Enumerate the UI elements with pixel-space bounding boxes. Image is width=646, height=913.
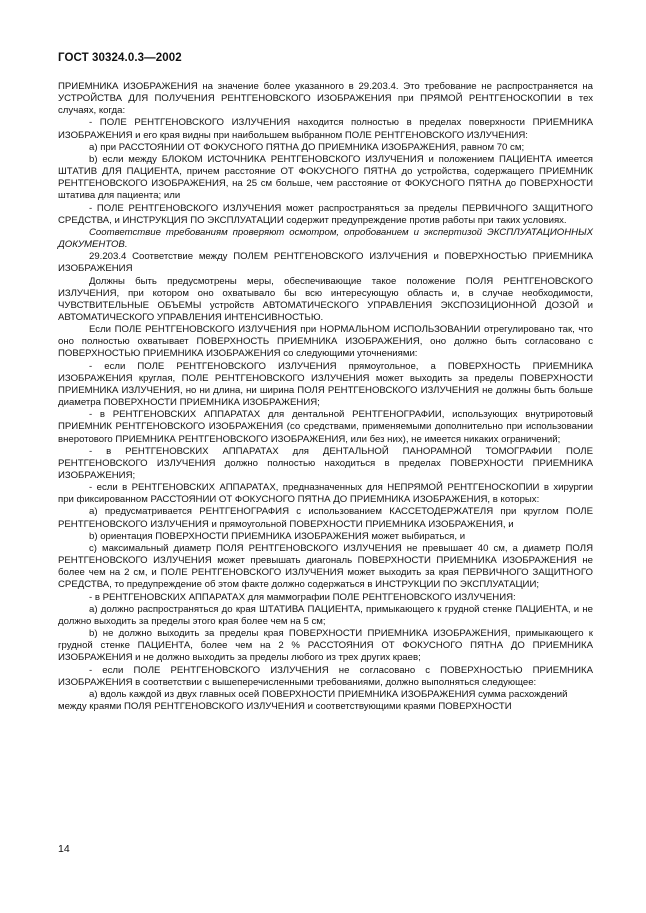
paragraph: Если ПОЛЕ РЕНТГЕНОВСКОГО ИЗЛУЧЕНИЯ при НОРМАЛЬНОМ ИСПОЛЬЗОВАНИИ отрегулировано так, что оно полностью охватывает ПОВЕРХНОСТЬ ПРИЕМНИКА ИЗОБРАЖЕНИЯ, оно должно быть согласовано с ПОВЕРХНОСТЬЮ ПРИЕМНИКА ИЗОБРАЖЕНИЯ со следующими уточнениями: bbox=[58, 324, 593, 360]
list-item: - если ПОЛЕ РЕНТГЕНОВСКОГО ИЗЛУЧЕНИЯ прямоугольное, а ПОВЕРХНОСТЬ ПРИЕМНИКА ИЗОБРАЖЕНИЯ круглая, ПОЛЕ РЕНТГЕНОВСКОГО ИЗЛУЧЕНИЯ может выходить за пределы ПОВЕРХНОСТИ ПРИЕМНИКА ИЗЛУЧЕНИЯ, но ни длина, ни ширина ПОЛЯ РЕНТГЕНОВСКОГО ИЗЛУЧЕНИЯ не должны быть больше диаметра ПОВЕРХНОСТИ ПРИЕМНИКА ИЗОБРАЖЕНИЯ; bbox=[58, 360, 593, 409]
list-item: - ПОЛЕ РЕНТГЕНОВСКОГО ИЗЛУЧЕНИЯ может распространяться за пределы ПЕРВИЧНОГО ЗАЩИТНОГО СРЕДСТВА, и ИНСТРУКЦИЯ ПО ЭКСПЛУАТАЦИИ содержит предупреждение против работы при таких условиях. bbox=[58, 202, 593, 226]
paragraph: Должны быть предусмотрены меры, обеспечивающие такое положение ПОЛЯ РЕНТГЕНОВСКОГО ИЗЛУЧЕНИЯ, при котором оно охватывало бы всю интересующую область и, в случае необходимости, ЧУВСТВИТЕЛЬНЫЕ ОБЪЕМЫ устройств АВТОМАТИЧЕСКОГО УПРАВЛЕНИЯ ЭКСПОЗИЦИОННОЙ ДОЗОЙ и АВТОМАТИЧЕСКОГО УПРАВЛЕНИЯ ИНТЕНСИВНОСТЬЮ. bbox=[58, 275, 593, 323]
clause-heading: 29.203.4 Соответствие между ПОЛЕМ РЕНТГЕНОВСКОГО ИЗЛУЧЕНИЯ и ПОВЕРХНОСТЬЮ ПРИЕМНИКА ИЗОБРАЖЕНИЯ bbox=[58, 251, 593, 275]
list-item: - в РЕНТГЕНОВСКИХ АППАРАТАХ для дентальной РЕНТГЕНОГРАФИИ, использующих внутриротовый ПРИЕМНИК РЕНТГЕНОВСКОГО ИЗОБРАЖЕНИЯ (со средствами, применяемыми дополнительно при использовании внеротового ПРИЕМНИКА РЕНТГЕНОВСКОГО ИЗОБРАЖЕНИЯ, или без них), не имеется никаких ограничений; bbox=[58, 409, 593, 445]
list-item: b) не должно выходить за пределы края ПОВЕРХНОСТИ ПРИЕМНИКА ИЗОБРАЖЕНИЯ, примыкающего к грудной стенке ПАЦИЕНТА, более чем на 2 % РАССТОЯНИЯ ОТ ФОКУСНОГО ПЯТНА ДО ПРИЕМНИКА ИЗОБРАЖЕНИЯ и не должно выходить за пределы любого из трех других краев; bbox=[58, 628, 593, 664]
list-item: b) если между БЛОКОМ ИСТОЧНИКА РЕНТГЕНОВСКОГО ИЗЛУЧЕНИЯ и положением ПАЦИЕНТА имеется ШТАТИВ ДЛЯ ПАЦИЕНТА, причем расстояние ОТ ФОКУСНОГО ПЯТНА до устройства, содержащего ПРИЕМНИК РЕНТГЕНОВСКОГО ИЗОБРАЖЕНИЯ, на 25 см больше, чем расстояние от ФОКУСНОГО ПЯТНА до ПОВЕРХНОСТИ штатива для пациента; или bbox=[58, 153, 593, 202]
list-item: - если в РЕНТГЕНОВСКИХ АППАРАТАХ, предназначенных для НЕПРЯМОЙ РЕНТГЕНОСКОПИИ в хирургии при фиксированном РАССТОЯНИИ ОТ ФОКУСНОГО ПЯТНА ДО ПРИЕМНИКА ИЗОБРАЖЕНИЯ, в которых: bbox=[58, 482, 593, 506]
list-item: а) вдоль каждой из двух главных осей ПОВЕРХНОСТИ ПРИЕМНИКА ИЗОБРАЖЕНИЯ сумма расхождений между краями ПОЛЯ РЕНТГЕНОВСКОГО ИЗЛУЧЕНИЯ и соответствующими краями ПОВЕРХНОСТИ bbox=[58, 688, 568, 712]
list-item: - в РЕНТГЕНОВСКИХ АППАРАТАХ для ДЕНТАЛЬНОЙ ПАНОРАМНОЙ ТОМОГРАФИИ ПОЛЕ РЕНТГЕНОВСКОГО ИЗЛУЧЕНИЯ должно полностью находиться в пределах ПОВЕРХНОСТИ ПРИЕМНИКА ИЗОБРАЖЕНИЯ; bbox=[58, 445, 593, 481]
compliance-note: Соответствие требованиям проверяют осмотром, опробованием и экспертизой ЭКСПЛУАТАЦИОННЫХ ДОКУМЕНТОВ. bbox=[58, 226, 593, 251]
list-item: - если ПОЛЕ РЕНТГЕНОВСКОГО ИЗЛУЧЕНИЯ не согласовано с ПОВЕРХНОСТЬЮ ПРИЕМНИКА ИЗОБРАЖЕНИЯ в соответствии с вышеперечисленными требованиями, должно выполняться следующее: bbox=[58, 664, 593, 688]
list-item: - в РЕНТГЕНОВСКИХ АППАРАТАХ для маммографии ПОЛЕ РЕНТГЕНОВСКОГО ИЗЛУЧЕНИЯ: bbox=[89, 591, 516, 603]
list-item: а) должно распространяться до края ШТАТИВА ПАЦИЕНТА, примыкающего к грудной стенке ПАЦИЕНТА, и не должно выходить за пределы этого края более чем на 5 см; bbox=[58, 603, 593, 627]
list-item: b) ориентация ПОВЕРХНОСТИ ПРИЕМНИКА ИЗОБРАЖЕНИЯ может выбираться, и bbox=[89, 530, 466, 542]
list-item: а) предусматривается РЕНТГЕНОГРАФИЯ с использованием КАССЕТОДЕРЖАТЕЛЯ при круглом ПОЛЕ РЕНТГЕНОВСКОГО ИЗЛУЧЕНИЯ и прямоугольной ПОВЕРХНОСТИ ПРИЕМНИКА ИЗОБРАЖЕНИЯ, и bbox=[58, 506, 593, 530]
list-item: с) максимальный диаметр ПОЛЯ РЕНТГЕНОВСКОГО ИЗЛУЧЕНИЯ не превышает 40 см, а диаметр ПОЛЯ РЕНТГЕНОВСКОГО ИЗЛУЧЕНИЯ может превышать диагональ ПОВЕРХНОСТИ ПРИЕМНИКА ИЗОБРАЖЕНИЯ не более чем на 2 см, и ПОЛЕ РЕНТГЕНОВСКОГО ИЗЛУЧЕНИЯ может выходить за края ПЕРВИЧНОГО ЗАЩИТНОГО СРЕДСТВА, то предупреждение об этом факте должно содержаться в ИНСТРУКЦИИ ПО ЭКСПЛУАТАЦИИ; bbox=[58, 542, 593, 591]
list-item: - ПОЛЕ РЕНТГЕНОВСКОГО ИЗЛУЧЕНИЯ находится полностью в пределах поверхности ПРИЕМНИКА ИЗОБРАЖЕНИЯ и его края видны при наибольшем выбранном ПОЛЕ РЕНТГЕНОВСКОГО ИЗЛУЧЕНИЯ: bbox=[58, 117, 593, 141]
standard-code-header: ГОСТ 30324.0.3—2002 bbox=[58, 52, 182, 64]
list-item: а) при РАССТОЯНИИ ОТ ФОКУСНОГО ПЯТНА ДО ПРИЕМНИКА ИЗОБРАЖЕНИЯ, равном 70 см; bbox=[89, 141, 525, 153]
paragraph-continuation: ПРИЕМНИКА ИЗОБРАЖЕНИЯ на значение более указанного в 29.203.4. Это требование не распространяется на УСТРОЙСТВА ДЛЯ ПОЛУЧЕНИЯ РЕНТГЕНОВСКОГО ИЗОБРАЖЕНИЯ при ПРЯМОЙ РЕНТГЕНОСКОПИИ в тех случаях, когда: bbox=[58, 81, 593, 117]
page-number: 14 bbox=[58, 843, 70, 855]
body-text bbox=[58, 81, 593, 713]
